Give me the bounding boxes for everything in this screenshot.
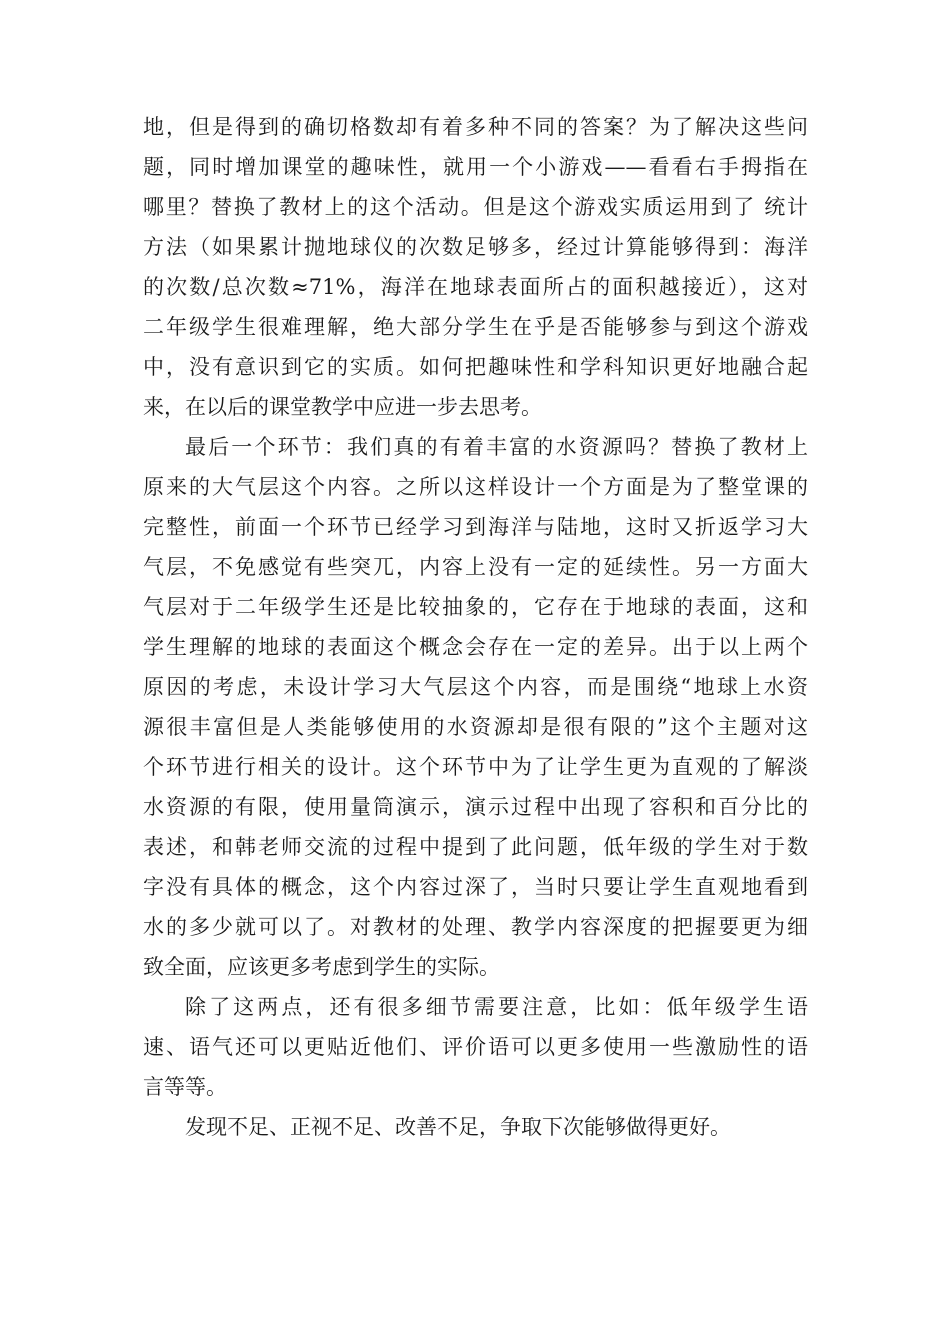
text-line: 气层对于二年级学生还是比较抽象的，它存在于地球的表面，这和 (143, 595, 808, 619)
text-line: 致全面，应该更多考虑到学生的实际。 (143, 955, 500, 979)
text-line: 哪里？替换了教材上的这个活动。但是这个游戏实质运用到了 统计 (143, 195, 808, 219)
text-line: 二年级学生很难理解，绝大部分学生在乎是否能够参与到这个游戏 (143, 315, 808, 339)
text-line: 除了这两点，还有很多细节需要注意，比如：低年级学生语 (185, 995, 808, 1019)
text-line: 学生理解的地球的表面这个概念会存在一定的差异。出于以上两个 (143, 635, 808, 659)
text-line: 的次数/总次数≈71%，海洋在地球表面所占的面积越接近），这对 (143, 275, 808, 299)
text-line: 速、语气还可以更贴近他们、评价语可以更多使用一些激励性的语 (143, 1035, 808, 1059)
document-body (143, 107, 808, 1147)
text-line: 原来的大气层这个内容。之所以这样设计一个方面是为了整堂课的 (143, 475, 808, 499)
text-line: 发现不足、正视不足、改善不足，争取下次能够做得更好。 (185, 1115, 731, 1139)
text-line: 最后一个环节：我们真的有着丰富的水资源吗？替换了教材上 (185, 435, 808, 459)
text-line: 气层，不免感觉有些突兀，内容上没有一定的延续性。另一方面大 (143, 555, 808, 579)
text-line: 来，在以后的课堂教学中应进一步去思考。 (143, 395, 542, 419)
text-line: 地，但是得到的确切格数却有着多种不同的答案？为了解决这些问 (143, 115, 808, 139)
text-line: 源很丰富但是人类能够使用的水资源却是很有限的”这个主题对这 (143, 715, 808, 739)
paragraph-3 (143, 987, 808, 1107)
paragraph-2 (143, 427, 808, 987)
text-line: 个环节进行相关的设计。这个环节中为了让学生更为直观的了解淡 (143, 755, 808, 779)
text-line: 中，没有意识到它的实质。如何把趣味性和学科知识更好地融合起 (143, 355, 808, 379)
text-line: 水资源的有限，使用量筒演示，演示过程中出现了容积和百分比的 (143, 795, 808, 819)
text-line: 水的多少就可以了。对教材的处理、教学内容深度的把握要更为细 (143, 915, 808, 939)
text-line: 原因的考虑，未设计学习大气层这个内容，而是围绕“地球上水资 (143, 675, 808, 699)
text-line: 题，同时增加课堂的趣味性，就用一个小游戏——看看右手拇指在 (143, 155, 808, 179)
paragraph-4 (143, 1107, 808, 1147)
text-line: 完整性，前面一个环节已经学习到海洋与陆地，这时又折返学习大 (143, 515, 808, 539)
text-line: 字没有具体的概念，这个内容过深了，当时只要让学生直观地看到 (143, 875, 808, 899)
text-line: 言等等。 (143, 1075, 227, 1099)
paragraph-1 (143, 107, 808, 427)
text-line: 表述，和韩老师交流的过程中提到了此问题，低年级的学生对于数 (143, 835, 808, 859)
text-line: 方法（如果累计抛地球仪的次数足够多，经过计算能够得到：海洋 (143, 235, 808, 259)
